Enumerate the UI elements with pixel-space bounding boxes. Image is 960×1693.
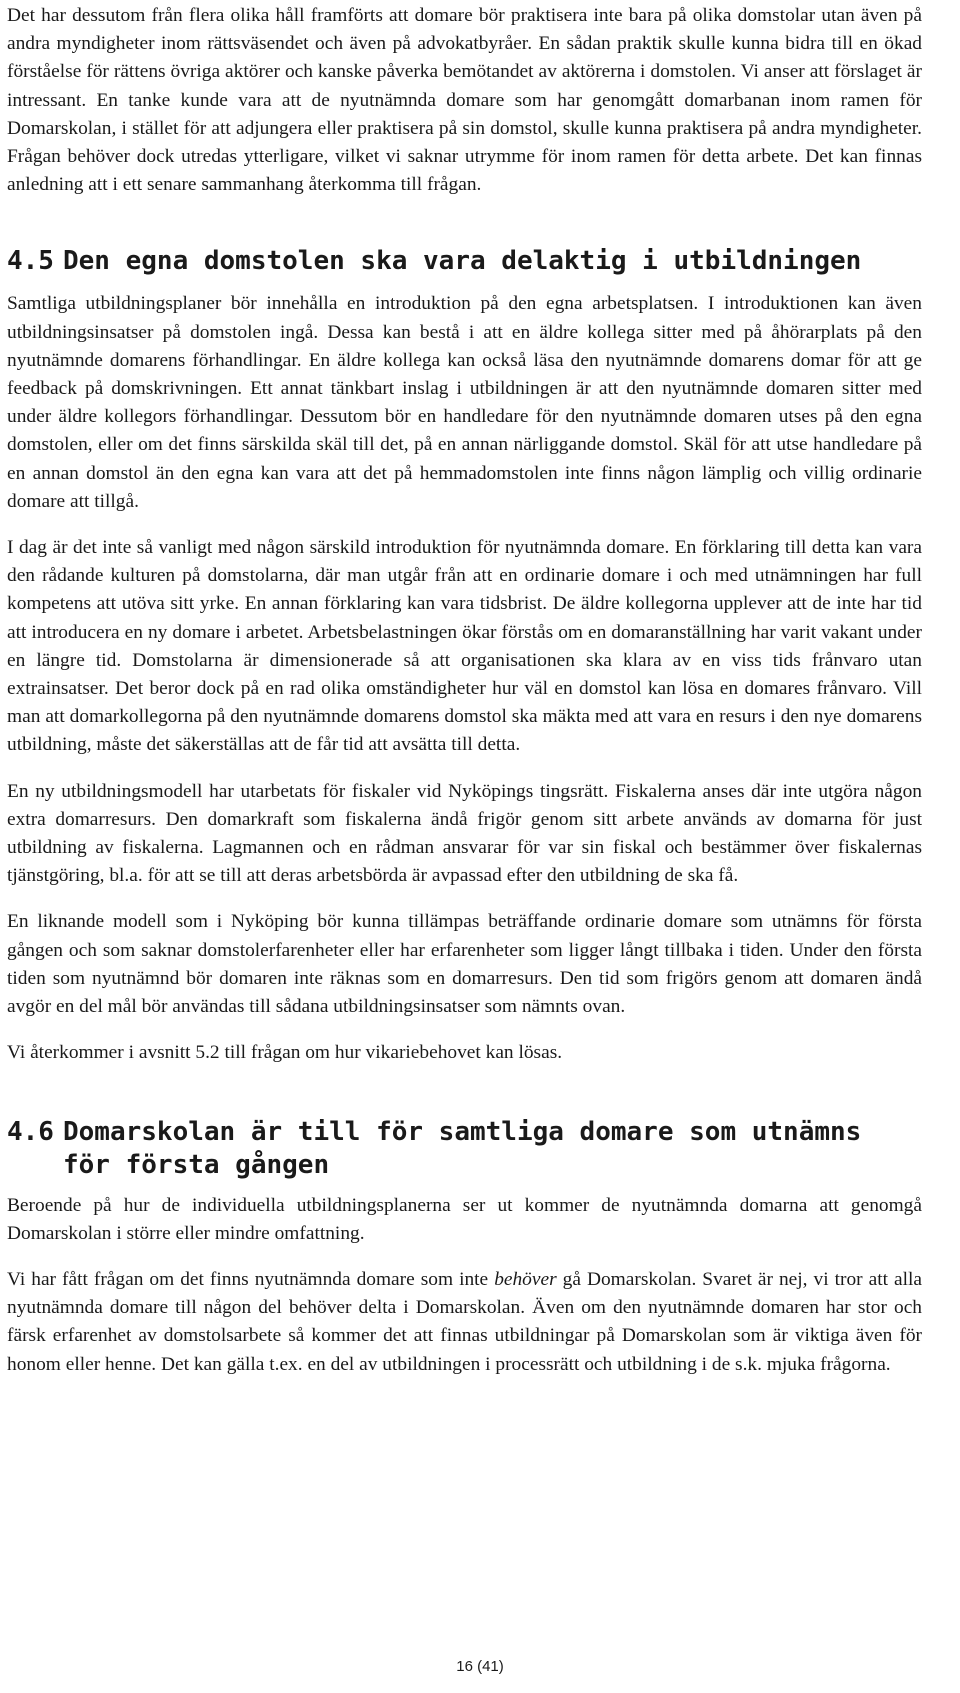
section-number: 4.6 bbox=[7, 1116, 54, 1147]
section-heading-4-5 bbox=[7, 245, 922, 278]
emphasized-word: behöver bbox=[494, 1268, 557, 1290]
section-4-6-paragraph-2 bbox=[7, 1266, 922, 1379]
page-number: 16 (41) bbox=[456, 1658, 504, 1675]
section-4-5-paragraph-4: En liknande modell som i Nyköping bör kunna tillämpas beträffande ordinarie domare som utnämns för första gången och som saknar domstolerfarenheter eller har erfarenheter som ligger långt tillbaka i tiden. Under den första tiden som nyutnämnd bör domaren inte räknas som en domarresurs. Den tid som frigörs genom att domaren ändå avgör en del mål bör användas till sådana utbildningsinsatser som nämnts ovan. bbox=[7, 911, 922, 1018]
intro-paragraph: Det har dessutom från flera olika håll framförts att domare bör praktisera inte bara på olika domstolar utan även på andra myndigheter inom rättsväsendet och även på advokatbyråer. En sådan praktik skulle kunna bidra till en ökad förståelse för rättens övriga aktörer och kanske påverka bemötandet av aktörerna i domstolen. Vi anser att förslaget är intressant. En tanke kunde vara att de nyutnämnda domare som har genomgått domarbanan inom ramen för Domarskolan, i stället för att adjungera eller praktisera på sin domstol, skulle kunna praktisera på andra myndigheter. Frågan behöver dock utredas ytterligare, vilket vi saknar utrymme för inom ramen för detta arbete. Det kan finnas anledning att i ett senare sammanhang återkomma till frågan. bbox=[7, 5, 922, 196]
section-4-5-paragraph-3: En ny utbildningsmodell har utarbetats för fiskaler vid Nyköpings tingsrätt. Fiskalerna anses där inte utgöra någon extra domarresurs. Den domarkraft som fiskalerna ändå frigör genom sitt arbete används av domarna för just utbildning av fiskalerna. Lagmannen och en rådman ansvarar för var sin fiskal och bestämmer över fiskalernas tjänstgöring, bl.a. för att se till att deras arbetsbörda är avpassad efter den utbildning de ska få. bbox=[7, 780, 922, 887]
section-number: 4.5 bbox=[7, 246, 54, 277]
paragraph-text: gå Domarskolan. Svaret är nej, vi tror att alla nyutnämnda domare till någon del behöver delta i Domarskolan. Även om den nyutnämnde domaren har stor och färsk erfarenhet av domstolsarbete så kommer det att finnas utbildningar på Domarskolan som är viktiga även för honom eller henne. Det kan gälla t.ex. en del av utbildningen i processrätt och utbildning i de s.k. mjuka frågorna. bbox=[7, 1268, 923, 1375]
paragraph-text: Vi har fått frågan om det finns nyutnämnda domare som inte bbox=[7, 1268, 495, 1290]
section-4-5-paragraph-1: Samtliga utbildningsplaner bör innehålla en introduktion på den egna arbetsplatsen. I introduktionen kan även utbildningsinsatser på domstolen ingå. Dessa kan bestå i att en äldre kollega sitter med på åhörarplats på den nyutnämnde domarens förhandlingar. En äldre kollega kan också läsa den nyutnämnde domarens domar för att ge feedback på domskrivningen. Ett annat tänkbart inslag i utbildningen är att den nyutnämnde domaren sitter med under äldre kollegors förhandlingar. Dessutom bör en handledare för den nyutnämnde domaren utses på den egna domstolen, eller om det finns särskilda skäl till det, på en annan närliggande domstol. Skäl för att utse handledare på en annan domstol än den egna kan vara att det på hemmadomstolen inte finns någon lämplig och villig ordinarie domare att tillgå. bbox=[7, 293, 922, 512]
section-title: Domarskolan är till för samtliga domare som utnämns för första gången bbox=[63, 1116, 862, 1180]
section-heading-4-6 bbox=[7, 1116, 922, 1182]
section-4-5-paragraph-5: Vi återkommer i avsnitt 5.2 till frågan om hur vikariebehovet kan lösas. bbox=[7, 1042, 563, 1064]
section-4-6-paragraph-1: Beroende på hur de individuella utbildningsplanerna ser ut kommer de nyutnämnda domarna att genomgå Domarskolan i större eller mindre omfattning. bbox=[7, 1194, 922, 1244]
section-4-5-paragraph-2: I dag är det inte så vanligt med någon särskild introduktion för nyutnämnda domare. En förklaring till detta kan vara den rådande kulturen på domstolarna, där man utgår från att en ordinarie domare i och med utnämningen har full kompetens att utöva sitt yrke. En annan förklaring kan vara tidsbrist. De äldre kollegorna upplever att de inte har tid att introducera en ny domare i arbetet. Arbetsbelastningen ökar förstås om en domaranställning har varit vakant under en längre tid. Domstolarna är dimensionerade så att organisationen ska klara av en viss tids frånvaro utan extrainsatser. Det beror dock på en rad olika omständigheter hur väl en domstol kan lösa en domares frånvaro. Vill man att domarkollegorna på den nyutnämnde domarens domstol ska mäkta med att vara en resurs i den nye domarens utbildning, måste det säkerställas att de får tid att avsätta till detta. bbox=[7, 537, 922, 756]
section-title: Den egna domstolen ska vara delaktig i utbildningen bbox=[63, 246, 862, 277]
